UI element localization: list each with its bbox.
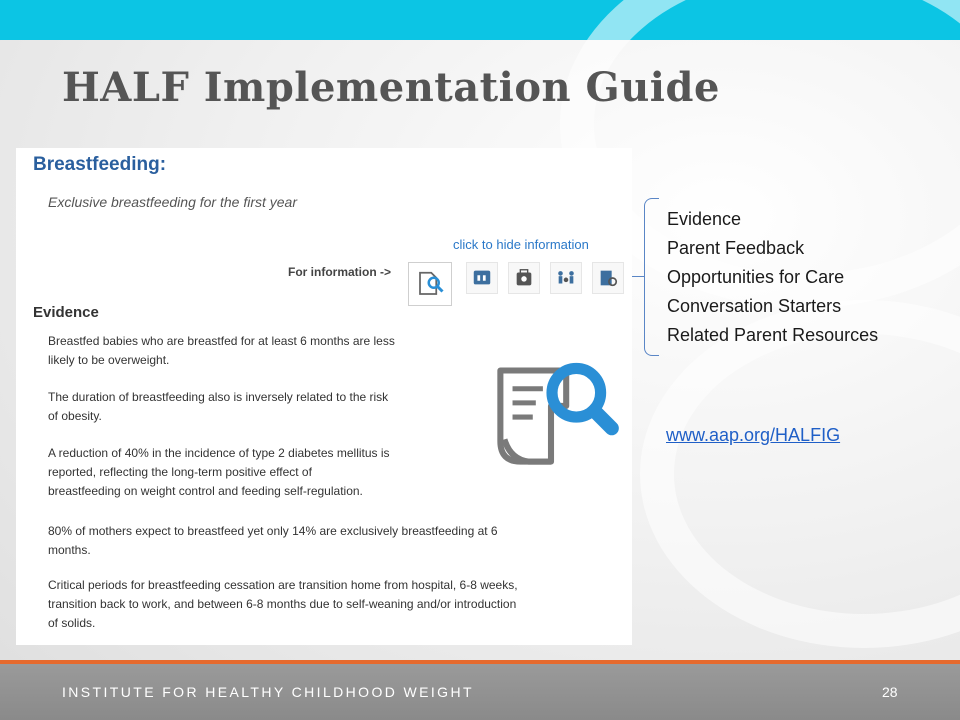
evidence-paragraph — [48, 522, 498, 560]
paragraph-line: Critical periods for breastfeeding cessation are transition home from hospital, 6-8 weeks, — [48, 578, 518, 592]
footer-organization: INSTITUTE FOR HEALTHY CHILDHOOD WEIGHT — [62, 684, 474, 700]
hide-information-link[interactable]: click to hide information — [453, 237, 589, 252]
evidence-heading: Evidence — [33, 304, 99, 321]
halfig-link[interactable]: www.aap.org/HALFIG — [666, 425, 841, 445]
paragraph-line: 80% of mothers expect to breastfeed yet only 14% are exclusively breastfeeding at 6 — [48, 524, 498, 538]
list-item: Evidence — [667, 209, 742, 229]
guide-screenshot — [16, 148, 632, 645]
paragraph-line: of solids. — [48, 616, 96, 630]
paragraph-line: A reduction of 40% in the incidence of type 2 diabetes mellitus is — [48, 446, 390, 460]
paragraph-line: likely to be overweight. — [48, 353, 170, 367]
breastfeeding-subheading: Exclusive breastfeeding for the first year — [48, 194, 298, 210]
paragraph-line: of obesity. — [48, 409, 102, 423]
bracket-connector — [632, 276, 644, 277]
list-item: Opportunities for Care — [667, 267, 845, 287]
evidence-paragraph — [48, 332, 395, 370]
list-item: Parent Feedback — [667, 238, 805, 258]
opportunities-icon[interactable] — [508, 262, 540, 294]
for-information-label: For information -> — [288, 265, 391, 279]
paragraph-line: The duration of breastfeeding also is inversely related to the risk — [48, 390, 389, 404]
resources-icon[interactable] — [592, 262, 624, 294]
parent-feedback-icon[interactable] — [466, 262, 498, 294]
footer-bar — [0, 664, 960, 720]
paragraph-line: months. — [48, 543, 91, 557]
paragraph-line: reported, reflecting the long-term positive effect of — [48, 465, 312, 479]
sections-list — [667, 208, 878, 353]
paragraph-line: breastfeeding on weight control and feeding self-regulation. — [48, 484, 363, 498]
evidence-paragraph — [48, 576, 518, 633]
paragraph-line: transition back to work, and between 6-8 months due to self-weaning and/or introduction — [48, 597, 517, 611]
paragraph-line: Breastfed babies who are breastfed for at least 6 months are less — [48, 334, 395, 348]
list-item: Related Parent Resources — [667, 325, 879, 345]
page-number: 28 — [882, 684, 898, 700]
evidence-paragraph — [48, 388, 388, 426]
evidence-large-icon — [470, 330, 632, 492]
list-bracket — [644, 198, 659, 356]
list-item: Conversation Starters — [667, 296, 842, 316]
evidence-paragraph — [48, 444, 390, 501]
evidence-icon[interactable] — [408, 262, 452, 306]
breastfeeding-heading: Breastfeeding: — [33, 154, 167, 175]
conversation-icon[interactable] — [550, 262, 582, 294]
slide-title: HALF Implementation Guide — [62, 64, 720, 111]
